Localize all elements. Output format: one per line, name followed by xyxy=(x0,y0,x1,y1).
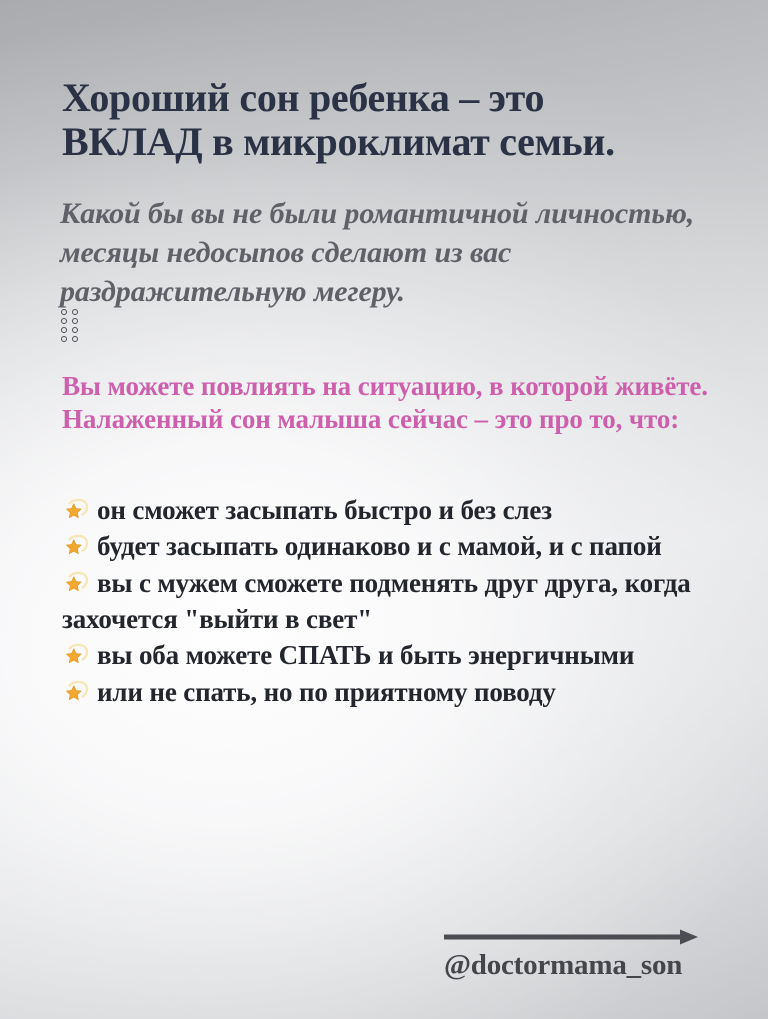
list-item xyxy=(62,565,722,638)
headline-line-1: Хороший сон ребенка – это xyxy=(62,75,545,120)
list-item-label: или не спать, но по приятному поводу xyxy=(97,676,556,707)
dot xyxy=(61,336,67,342)
glowing-star-icon xyxy=(62,534,92,560)
dot xyxy=(72,336,78,342)
lead-paragraph: Какой бы вы не были романтичной личностью, месяцы недосыпов сделают из вас раздражительную мегеру. xyxy=(60,197,695,308)
dot xyxy=(72,318,78,324)
headline-line-2: ВКЛАД в микроклимат семьи. xyxy=(62,118,615,164)
dot xyxy=(61,309,67,315)
emphasis-paragraph: Вы можете повлиять на ситуацию, в которой живёте. Налаженный сон малыша сейчас – это про то, что: xyxy=(62,371,708,434)
glowing-star-icon xyxy=(62,498,92,524)
list-item xyxy=(62,637,722,673)
glowing-star-icon xyxy=(62,680,92,706)
page-title xyxy=(62,76,722,163)
dot xyxy=(72,327,78,333)
list-item xyxy=(62,492,722,528)
glowing-star-icon xyxy=(62,643,92,669)
dot xyxy=(72,309,78,315)
dot xyxy=(61,318,67,324)
list-item-label: будет засыпать одинаково и с мамой, и с папой xyxy=(97,531,662,562)
list-item-label: вы с мужем сможете подменять друг друга, когда захочется "выйти в свет" xyxy=(62,567,691,634)
glowing-star-icon xyxy=(62,571,92,597)
dot-grid-icon xyxy=(61,309,84,345)
right-arrow-icon xyxy=(444,926,700,948)
account-handle: @doctormama_son xyxy=(444,949,683,981)
list-item-label: вы оба можете СПАТЬ и быть энергичными xyxy=(97,640,635,671)
list-item xyxy=(62,528,722,564)
dot xyxy=(61,327,67,333)
list-item-label: он сможет засыпать быстро и без слез xyxy=(97,495,552,525)
benefits-list xyxy=(62,492,722,710)
list-item xyxy=(62,674,722,710)
